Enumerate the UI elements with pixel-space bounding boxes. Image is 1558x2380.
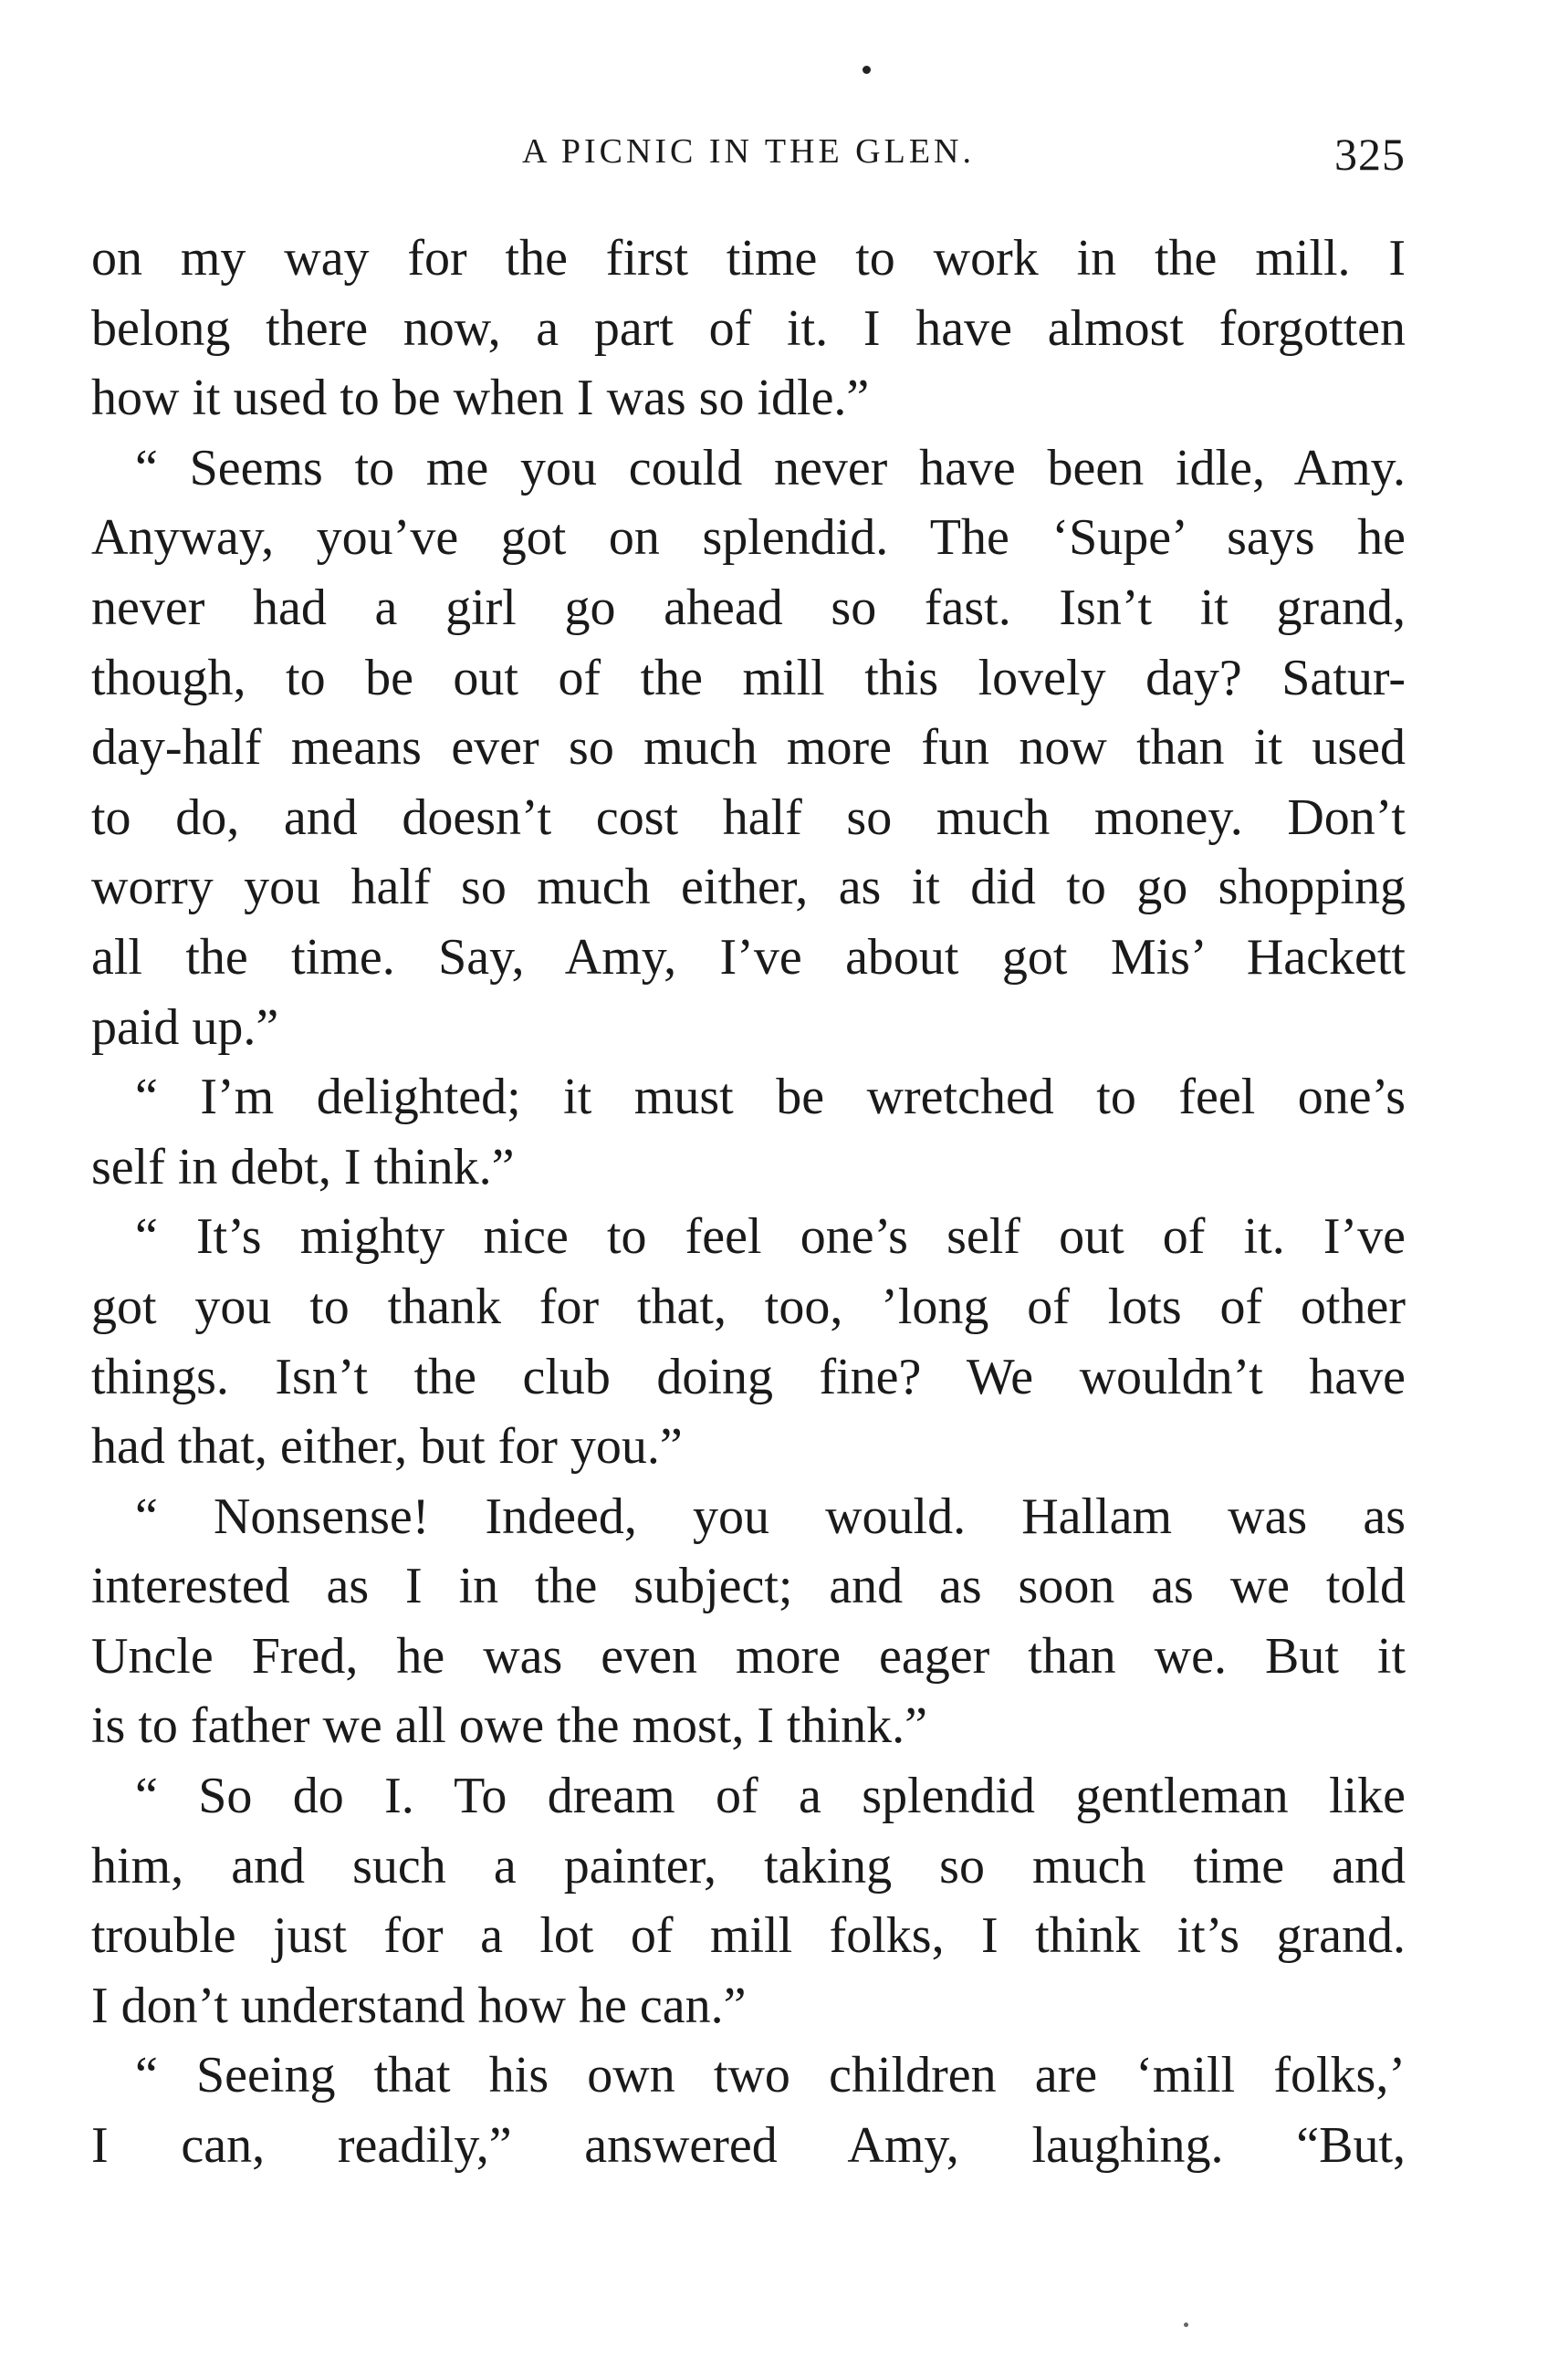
text-line: “ Nonsense! Indeed, you would. Hallam was as [135,1488,1406,1545]
text-line: him, and such a painter, taking so much time and [91,1837,1406,1895]
page-number: 325 [1334,129,1406,180]
text-line: Uncle Fred, he was even more eager than we. But it [91,1627,1406,1685]
text-line: all the time. Say, Amy, I’ve about got Mis’ Hackett [91,928,1406,986]
text-line: “ Seeing that his own two children are ‘mill folks,’ [135,2047,1406,2104]
text-line: “ It’s mighty nice to feel one’s self out of it. I’ve [135,1208,1406,1266]
text-line: though, to be out of the mill this lovely day? Satur- [91,649,1406,706]
ink-speck [1184,2323,1188,2327]
text-line: I don’t understand how he can.” [91,1977,747,2034]
text-line: Anyway, you’ve got on splendid. The ‘Supe’ says he [91,509,1406,567]
text-line: trouble just for a lot of mill folks, I think it’s grand. [91,1907,1406,1965]
text-line: to do, and doesn’t cost half so much money. Don’t [91,788,1406,846]
ink-speck [863,66,871,74]
text-line: is to father we all owe the most, I think.” [91,1697,927,1755]
text-line: never had a girl go ahead so fast. Isn’t it grand, [91,579,1406,636]
text-line: day-half means ever so much more fun now than it used [91,719,1406,777]
text-line: belong there now, a part of it. I have almost forgotten [91,299,1406,357]
body-text [91,224,1406,2181]
text-line: had that, either, but for you.” [91,1418,683,1476]
text-line: worry you half so much either, as it did to go shopping [91,859,1406,916]
running-head [91,128,1406,183]
text-line: how it used to be when I was so idle.” [91,370,870,427]
text-line: got you to thank for that, too, ’long of lots of other [91,1278,1406,1335]
text-line: “ I’m delighted; it must be wretched to feel one’s [135,1069,1406,1126]
text-line: “ Seems to me you could never have been idle, Amy. [135,439,1406,496]
text-line: self in debt, I think.” [91,1138,515,1195]
running-title: A PICNIC IN THE GLEN. [521,132,975,171]
text-line: paid up.” [91,998,279,1056]
text-line: I can, readily,” answered Amy, laughing. “But, [91,2117,1406,2175]
text-line: on my way for the first time to work in the mill. I [91,230,1406,287]
text-line: “ So do I. To dream of a splendid gentleman like [135,1768,1406,1825]
text-line: interested as I in the subject; and as soon as we told [91,1558,1406,1615]
text-line: things. Isn’t the club doing fine? We wouldn’t have [91,1348,1406,1405]
